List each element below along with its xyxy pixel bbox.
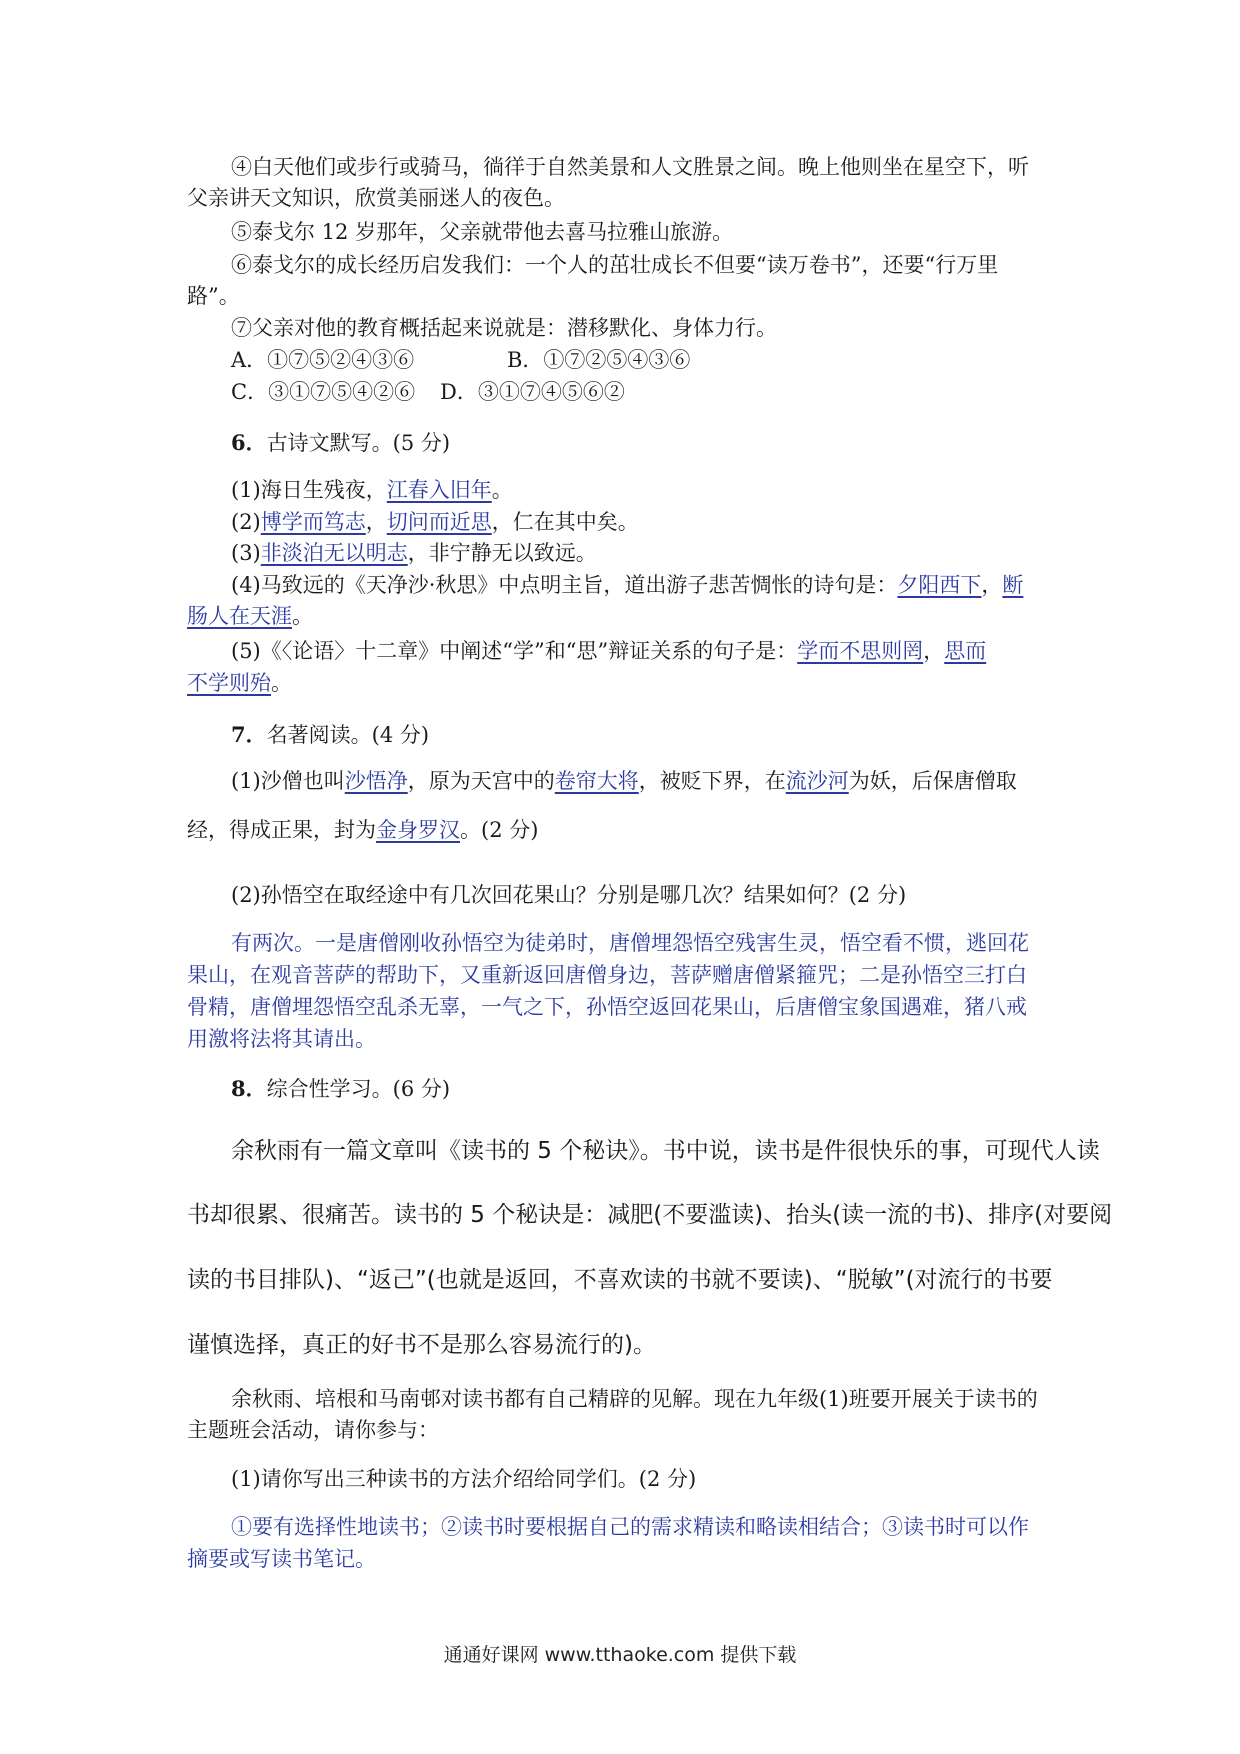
q6-answer-2a: 博学而笃志 [260, 510, 366, 534]
q7-title: 名著阅读。(4 分) [266, 723, 430, 747]
q7-part-1-text: ，原为天宫中的 [407, 769, 555, 793]
q6-line-2-comma: ， [365, 510, 387, 534]
q6-answer-5b-part2: 不学则殆 [187, 671, 271, 695]
q5-option-b: B．①⑦②⑤④③⑥ [507, 348, 691, 372]
q6-answer-4b-part2: 肠人在天涯 [187, 604, 292, 628]
q5-sentence-6-line-1: ⑥泰戈尔的成长经历启发我们：一个人的茁壮成长不但要“读万卷书”，还要“行万里 [231, 253, 999, 277]
q8-heading [231, 1074, 450, 1104]
q6-line-5 [231, 636, 986, 666]
q6-heading [231, 428, 450, 458]
q6-line-5-prompt: (5)《〈论语〉十二章》中阐述“学”和“思”辩证关系的句子是： [231, 639, 798, 663]
q6-answer-3: 非淡泊无以明志 [260, 541, 408, 565]
q8-intro-line-2: 主题班会活动，请你参与： [187, 1418, 439, 1442]
q7-part-1-text: 为妖，后保唐僧取 [848, 769, 1017, 793]
q5-sentence-5: ⑤泰戈尔 12 岁那年，父亲就带他去喜马拉雅山旅游。 [231, 220, 734, 244]
q5-sentence-4-line-1: ④白天他们或步行或骑马，徜徉于自然美景和人文胜景之间。晚上他则坐在星空下，听 [231, 155, 1029, 179]
q8-material-line-2: 书却很累、很痛苦。读书的 5 个秘诀是：减肥(不要滥读)、抬头(读一流的书)、排序(对要阅 [187, 1202, 1113, 1228]
q7-answer-4: 金身罗汉 [376, 818, 460, 842]
q8-material-line-4: 谨慎选择，真正的好书不是那么容易流行的)。 [187, 1332, 656, 1358]
q6-title: 古诗文默写。(5 分) [266, 431, 451, 455]
q6-answer-1: 江春入旧年 [386, 478, 492, 502]
q6-line-4-prompt: (4)马致远的《天净沙·秋思》中点明主旨，道出游子悲苦惆怅的诗句是： [231, 573, 898, 597]
q6-answer-4a: 夕阳西下 [897, 573, 982, 597]
q6-line-2-end: ，仁在其中矣。 [491, 510, 639, 534]
q7-answer-1: 沙悟净 [344, 769, 408, 793]
q6-line-2-prompt: (2) [231, 510, 261, 534]
q6-line-2 [231, 507, 639, 537]
q7-part-1-text: 经，得成正果，封为 [187, 818, 376, 842]
q6-line-4 [231, 570, 1023, 600]
q5-sentence-7: ⑦父亲对他的教育概括起来说就是：潜移默化、身体力行。 [231, 316, 777, 340]
q5-sentence-6-line-2: 路”。 [187, 284, 240, 308]
q8-answer-1-line-1: ①要有选择性地读书；②读书时要根据自己的需求精读和略读相结合；③读书时可以作 [231, 1515, 1029, 1539]
q8-material-line-3: 读的书目排队)、“返己”(也就是返回，不喜欢读的书就不要读)、“脱敏”(对流行的书要 [187, 1267, 1053, 1293]
q6-number: 6． [231, 430, 267, 455]
q6-line-1-prompt: (1)海日生残夜， [231, 478, 387, 502]
q6-answer-2b: 切问而近思 [386, 510, 492, 534]
q7-part-2-answer-line-1: 有两次。一是唐僧刚收孙悟空为徒弟时，唐僧埋怨悟空残害生灵，悟空看不惯，逃回花 [231, 931, 1029, 955]
q5-option-d: D．③①⑦④⑤⑥② [440, 380, 625, 404]
q7-part-1-text: ，被贬下界，在 [638, 769, 786, 793]
q6-line-4-cont [187, 601, 313, 631]
q7-answer-2: 卷帘大将 [554, 769, 639, 793]
q7-part-1-score: 。(2 分) [460, 818, 539, 842]
q7-part-1-line-1 [231, 766, 1017, 796]
q6-answer-5b-part1: 思而 [944, 639, 987, 663]
q6-answer-5a: 学而不思则罔 [797, 639, 924, 663]
q8-title: 综合性学习。(6 分) [266, 1077, 451, 1101]
q7-part-2-question: (2)孙悟空在取经途中有几次回花果山？分别是哪几次？结果如何？(2 分) [231, 883, 907, 907]
q8-answer-1-line-2: 摘要或写读书笔记。 [187, 1547, 376, 1571]
q6-line-3-prompt: (3) [231, 541, 261, 565]
q5-sentence-4-line-2: 父亲讲天文知识，欣赏美丽迷人的夜色。 [187, 186, 565, 210]
q6-line-5-end: 。 [271, 671, 292, 695]
q8-question-1: (1)请你写出三种读书的方法介绍给同学们。(2 分) [231, 1467, 697, 1491]
q8-intro-line-1: 余秋雨、培根和马南邨对读书都有自己精辟的见解。现在九年级(1)班要开展关于读书的 [231, 1387, 1038, 1411]
q6-line-3 [231, 538, 597, 568]
q5-option-c: C．③①⑦⑤④②⑥ [231, 380, 416, 404]
q6-line-5-comma: ， [923, 639, 945, 663]
q7-part-1-line-2 [187, 815, 538, 845]
q6-line-1 [231, 475, 513, 505]
q8-material-line-1: 余秋雨有一篇文章叫《读书的 5 个秘诀》。书中说，读书是件很快乐的事，可现代人读 [231, 1138, 1100, 1164]
q6-answer-4b-part1: 断 [1002, 573, 1024, 597]
q7-part-2-answer-line-4: 用激将法将其请出。 [187, 1027, 376, 1051]
q7-part-2-answer-line-3: 骨精，唐僧埋怨悟空乱杀无辜，一气之下，孙悟空返回花果山，后唐僧宝象国遇难，猪八戒 [187, 995, 1027, 1019]
q5-option-a: A．①⑦⑤②④③⑥ [231, 348, 415, 372]
q7-part-1-text: (1)沙僧也叫 [231, 769, 345, 793]
q6-line-3-end: ，非宁静无以致远。 [407, 541, 597, 565]
q8-number: 8． [231, 1076, 267, 1101]
page-footer: 通通好课网 www.tthaoke.com 提供下载 [443, 1644, 797, 1666]
q6-line-5-cont [187, 668, 292, 698]
q6-line-1-end: 。 [491, 478, 513, 502]
q6-line-4-comma: ， [981, 573, 1003, 597]
q7-answer-3: 流沙河 [785, 769, 849, 793]
q7-number: 7． [231, 722, 267, 747]
q7-part-2-answer-line-2: 果山，在观音菩萨的帮助下，又重新返回唐僧身边，菩萨赠唐僧紧箍咒；二是孙悟空三打白 [187, 963, 1027, 987]
q7-heading [231, 720, 429, 750]
q6-line-4-end: 。 [292, 604, 313, 628]
